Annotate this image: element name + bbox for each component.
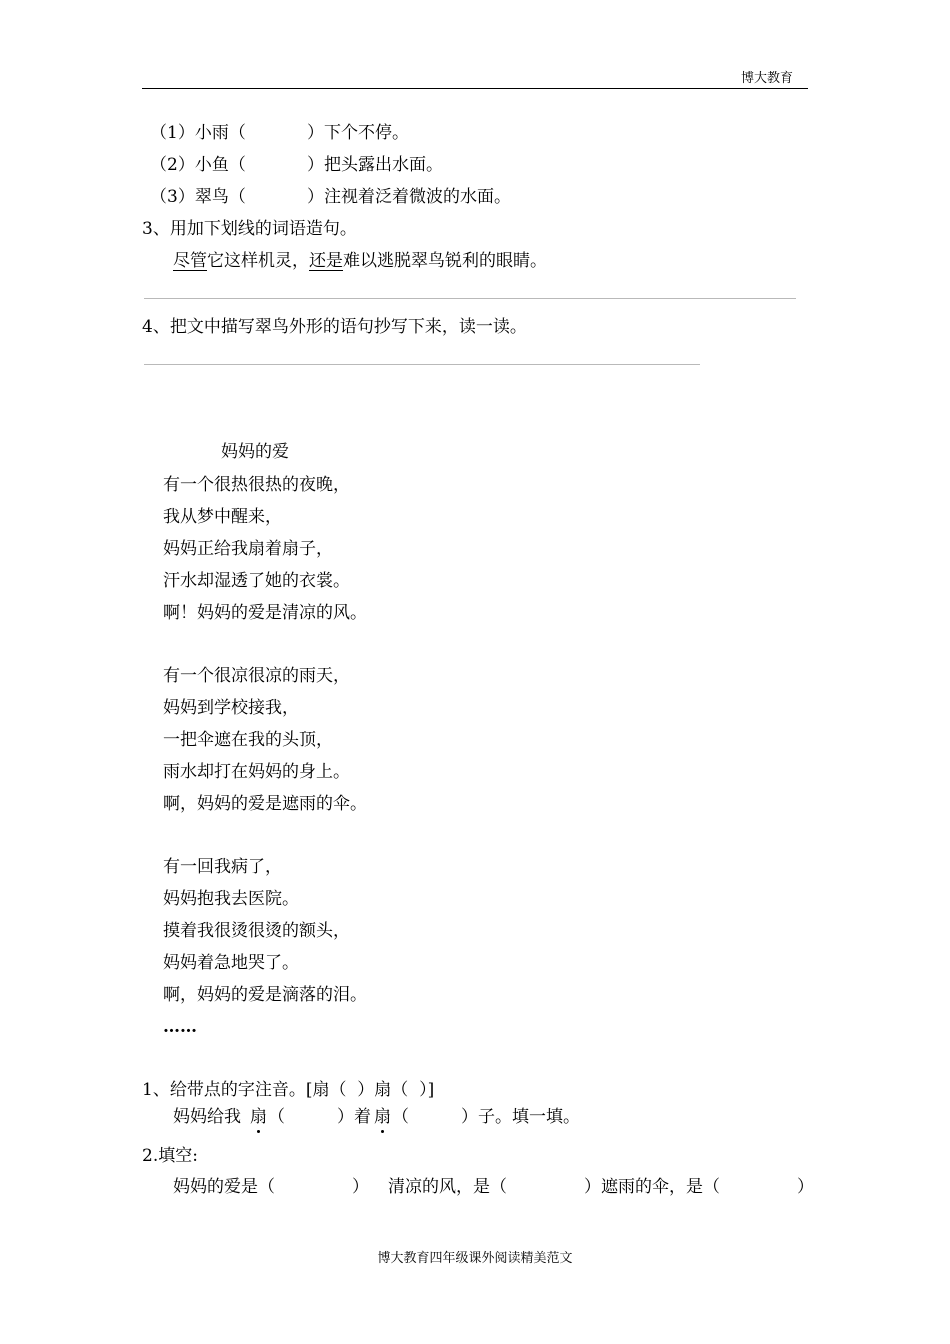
poem-line: 有一个很凉很凉的雨天，	[163, 666, 350, 686]
question-1-sentence-a: 妈妈给我	[173, 1107, 241, 1127]
question-2-part-c: 清凉的风，是（	[388, 1177, 507, 1197]
poem-line: 妈妈到学校接我，	[163, 698, 299, 718]
open-paren: （	[392, 1107, 409, 1127]
dotted-char-1	[250, 1106, 267, 1128]
underlined-word-2: 还是	[309, 251, 343, 271]
question-3-sentence	[173, 250, 547, 272]
answer-line	[144, 298, 796, 299]
poem-line: 妈妈着急地哭了。	[163, 953, 299, 973]
item-label: （2）小鱼（	[150, 155, 246, 175]
poem-line: 啊，妈妈的爱是滴落的泪。	[163, 985, 367, 1005]
sentence-part-2: 难以逃脱翠鸟锐利的眼睛。	[343, 251, 547, 271]
dotted-char-2	[374, 1106, 391, 1128]
poem-line: 汗水却湿透了她的衣裳。	[163, 571, 350, 591]
poem-line: 有一个很热很热的夜晚，	[163, 475, 350, 495]
question-1-prompt: 1、给带点的字注音。[扇（ ）扇（ ）]	[142, 1080, 435, 1100]
poem-title: 妈妈的爱	[221, 442, 289, 462]
poem-line: 妈妈正给我扇着扇子，	[163, 539, 333, 559]
header-rule	[142, 88, 808, 89]
poem-line: 我从梦中醒来，	[163, 507, 282, 527]
answer-line	[144, 364, 700, 365]
question-2-part-a: 妈妈的爱是（	[173, 1177, 275, 1197]
item-close: ）下个不停。	[307, 123, 409, 143]
question-2-part-e: ）	[797, 1177, 814, 1197]
item-label: （1）小雨（	[150, 123, 246, 143]
poem-line: 一把伞遮在我的头顶，	[163, 730, 333, 750]
question-1-sentence-f: ）子。填一填。	[461, 1107, 580, 1127]
question-2-part-b: ）	[352, 1177, 369, 1197]
open-paren: （	[268, 1107, 285, 1127]
item-label: （3）翠鸟（	[150, 187, 246, 207]
header-brand: 博大教育	[741, 71, 794, 86]
underlined-word-1: 尽管	[173, 251, 207, 271]
poem-line: 有一回我病了，	[163, 857, 282, 877]
footer-text: 博大教育四年级课外阅读精美范文	[377, 1251, 573, 1266]
item-close: ）注视着泛着微波的水面。	[307, 187, 511, 207]
question-2-part-d: ）遮雨的伞，是（	[584, 1177, 720, 1197]
question-4-prompt: 4、把文中描写翠鸟外形的语句抄写下来，读一读。	[142, 317, 527, 337]
poem-ellipsis: ……	[163, 1017, 197, 1037]
dotted-char: 扇	[250, 1107, 267, 1127]
poem-line: 摸着我很烫很烫的额头，	[163, 921, 350, 941]
question-2-prompt: 2.填空:	[142, 1146, 198, 1166]
question-1-sentence-d: ）着	[337, 1107, 371, 1127]
item-close: ）把头露出水面。	[307, 155, 443, 175]
poem-line: 啊！妈妈的爱是清凉的风。	[163, 603, 367, 623]
poem-line: 啊，妈妈的爱是遮雨的伞。	[163, 794, 367, 814]
poem-line: 妈妈抱我去医院。	[163, 889, 299, 909]
dotted-char: 扇	[374, 1107, 391, 1127]
question-3-prompt: 3、用加下划线的词语造句。	[142, 219, 357, 239]
sentence-part-1: 它这样机灵，	[207, 251, 309, 271]
poem-line: 雨水却打在妈妈的身上。	[163, 762, 350, 782]
